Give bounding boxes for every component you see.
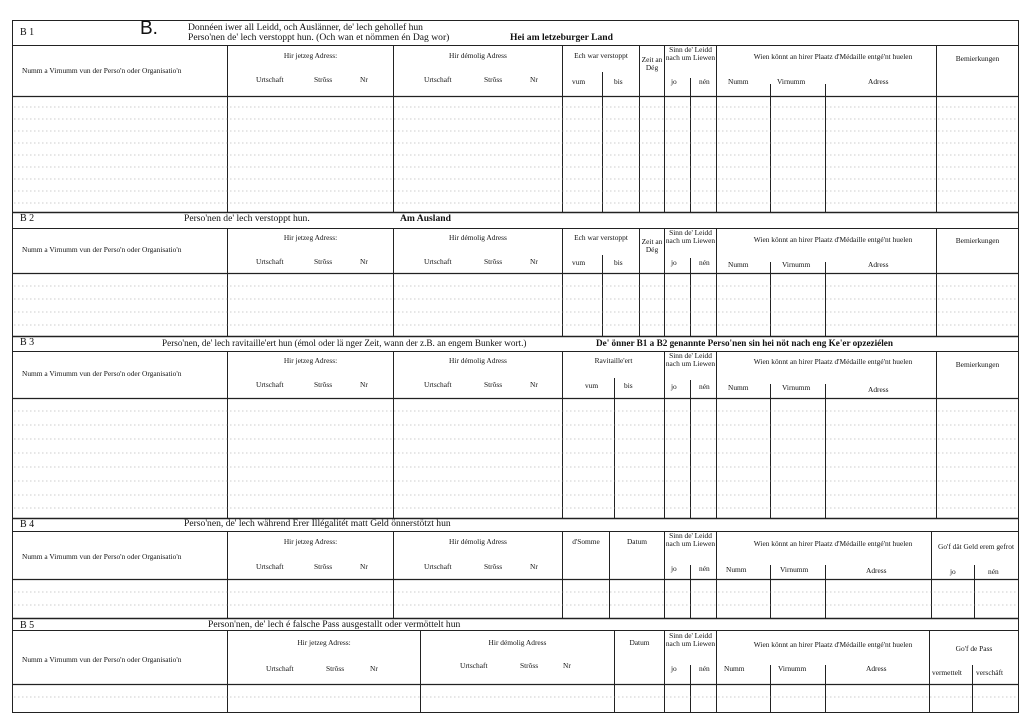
b3-old-street: Strõss [484,380,503,389]
b5-address: Adress [866,664,887,673]
b1-who-can: Wien könnt an hirer Plaatz d'Médaille entgé'nt huelen [753,52,913,61]
b3-address: Adress [868,385,889,394]
b4-yes: jo [671,564,677,573]
b5-title: Person'nen, de' lech é falsche Pass ausgestallt oder vermöttelt hun [208,619,461,630]
b5-old-locality: Urtschaft [460,661,488,670]
b4-title: Perso'nen, de' lech während Erer Illégalitét matt Geld önnerstötzt hun [184,518,451,529]
b5-date: Datum [629,638,650,647]
b2-current-address: Hir jetzeg Adress: [283,233,338,242]
b3-current-address: Hir jetzeg Adress: [283,356,338,365]
b5-surname: Numm [724,664,745,673]
b4-no: nén [699,564,710,573]
b2-no: nén [699,258,710,267]
b5-firstname: Virnumm [778,664,807,673]
b2-hid: Ech war verstoppt [574,233,628,242]
b2-remarks: Bemierkungen [955,236,1000,245]
b1-former-address: Hir démolig Adress [449,51,507,60]
b2-yes: jo [671,258,677,267]
b5-obtained: verschäft [976,668,1004,677]
b3-supplied: Ravitaille'ert [594,356,633,365]
b4-cur-street: Strõss [314,562,333,571]
b5-yes: jo [671,664,677,673]
b1-current-address: Hir jetzeg Adress: [283,51,338,60]
b1-cur-locality: Urtschaft [256,75,284,84]
b3-no: nén [699,382,710,391]
b5-cur-nr: Nr [370,664,378,673]
b4-who-can: Wien könnt an hirer Plaatz d'Médaille entgé'nt huelen [753,539,913,548]
b2-firstname: Virnumm [782,260,811,269]
b2-title: Perso'nen de' lech verstoppt hun. [184,213,310,224]
b1-title-line1: Donnéen iwer all Leidd, och Auslänner, de' lech gehollef hun [188,22,423,33]
b1-surname: Numm [728,77,749,86]
b2-to: bis [614,258,623,267]
b2-address: Adress [868,260,889,269]
b1-to: bis [614,77,623,86]
b4-former-address: Hir démolig Adress [449,537,507,546]
b5-cur-locality: Urtschaft [266,664,294,673]
b3-title: Perso'nen, de' lech ravitaille'ert hun (émol oder lä nger Zeit, wann der z.B. an engem Bunker wort.) [162,338,527,348]
b5-who-can: Wien könnt an hirer Plaatz d'Médaille entgé'nt huelen [753,640,913,649]
b2-from: vum [572,258,586,267]
b4-no2: nén [988,567,999,576]
b4-sum: d'Somme [572,537,600,546]
b2-who-can: Wien könnt an hirer Plaatz d'Médaille entgé'nt huelen [753,235,913,244]
b3-senses: Sinn de' Leidd nach um Liewen [665,351,716,368]
b3-yes: jo [671,382,677,391]
b3-name-col: Numm a Virnumm vun der Perso'n oder Organisatio'n [22,369,182,378]
b2-name-col: Numm a Virnumm vun der Perso'n oder Organisatio'n [22,245,182,254]
b4-old-street: Strõss [484,562,503,571]
b5-pass: Go'f de Pass [955,644,993,653]
b3-from: vum [585,381,599,390]
b5-old-nr: Nr [563,661,571,670]
b3-label: B 3 [20,337,35,348]
b3-cur-nr: Nr [360,380,368,389]
b1-title-place: Hei am letzeburger Land [510,32,613,43]
b3-former-address: Hir démolig Adress [449,356,507,365]
b4-cur-locality: Urtschaft [256,562,284,571]
b2-title-place: Am Ausland [400,213,451,224]
b4-money-back: Go'f dät Geld erem gefrot [937,542,1015,551]
b3-old-nr: Nr [530,380,538,389]
b3-cur-street: Strõss [314,380,333,389]
b1-address: Adress [868,77,889,86]
b4-surname: Numm [726,565,747,574]
b3-to: bis [624,381,633,390]
b2-senses: Sinn de' Leidd nach um Liewen [665,228,716,245]
b1-remarks: Bemierkungen [955,54,1000,63]
b4-yes2: jo [950,567,956,576]
b4-firstname: Virnumm [780,565,809,574]
b4-address: Adress [866,566,887,575]
b5-name-col: Numm a Virnumm vun der Perso'n oder Organisatio'n [22,655,182,664]
b1-old-street: Strõss [484,75,503,84]
b2-old-street: Strõss [484,257,503,266]
b2-old-locality: Urtschaft [424,257,452,266]
b4-old-locality: Urtschaft [424,562,452,571]
b5-current-address: Hir jetzeg Adress: [297,638,351,647]
b3-cur-locality: Urtschaft [256,380,284,389]
b5-no: nén [699,664,710,673]
b1-cur-nr: Nr [360,75,368,84]
b2-label: B 2 [20,213,35,224]
b4-cur-nr: Nr [360,562,368,571]
b4-name-col: Numm a Virnumm vun der Perso'n oder Organisatio'n [22,552,182,561]
b3-title-note: De' önner B1 a B2 genannte Perso'nen sin hei nöt nach eng Ke'er opzeziélen [596,338,893,348]
b4-old-nr: Nr [530,562,538,571]
b2-old-nr: Nr [530,257,538,266]
b5-mediated: vermettelt [932,668,962,677]
b3-firstname: Virnumm [782,383,811,392]
b1-name-col: Numm a Virnumm vun der Perso'n oder Organisatio'n [22,66,182,75]
b2-cur-street: Strõss [314,257,333,266]
b1-old-locality: Urtschaft [424,75,452,84]
b2-cur-nr: Nr [360,257,368,266]
b5-cur-street: Strõss [326,664,345,673]
b1-no: nén [699,77,710,86]
b5-senses: Sinn de' Leidd nach um Liewen [665,631,716,648]
b1-firstname: Virnumm [777,77,806,86]
b2-former-address: Hir démolig Adress [449,233,507,242]
b4-date: Datum [626,537,648,546]
b1-title-line2: Perso'nen de' lech verstoppt hun. (Och wan et nömmen én Dag wor) [188,32,450,43]
b1-senses: Sinn de' Leidd nach um Liewen [665,45,716,62]
b4-current-address: Hir jetzeg Adress: [283,537,338,546]
b5-old-street: Strõss [520,661,539,670]
b2-surname: Numm [728,260,749,269]
b5-former-address: Hir démolig Adress [488,638,547,647]
b4-label: B 4 [20,519,35,530]
b2-cur-locality: Urtschaft [256,257,284,266]
b1-time-days: Zeit an Dég [641,55,663,72]
b3-surname: Numm [728,383,749,392]
b1-yes: jo [671,77,677,86]
b2-time-days: Zeit an Dég [641,237,663,254]
b4-senses: Sinn de' Leidd nach um Liewen [665,531,716,548]
b5-label: B 5 [20,620,35,631]
b1-label: B 1 [20,27,35,38]
b1-hid: Ech war verstoppt [574,51,628,60]
b3-who-can: Wien könnt an hirer Plaatz d'Médaille entgé'nt huelen [753,357,913,366]
b1-cur-street: Strõss [314,75,333,84]
form-letter: B. [140,18,158,39]
b3-old-locality: Urtschaft [424,380,452,389]
b1-old-nr: Nr [530,75,538,84]
b3-remarks: Bemierkungen [955,360,1000,369]
b1-from: vum [572,77,586,86]
